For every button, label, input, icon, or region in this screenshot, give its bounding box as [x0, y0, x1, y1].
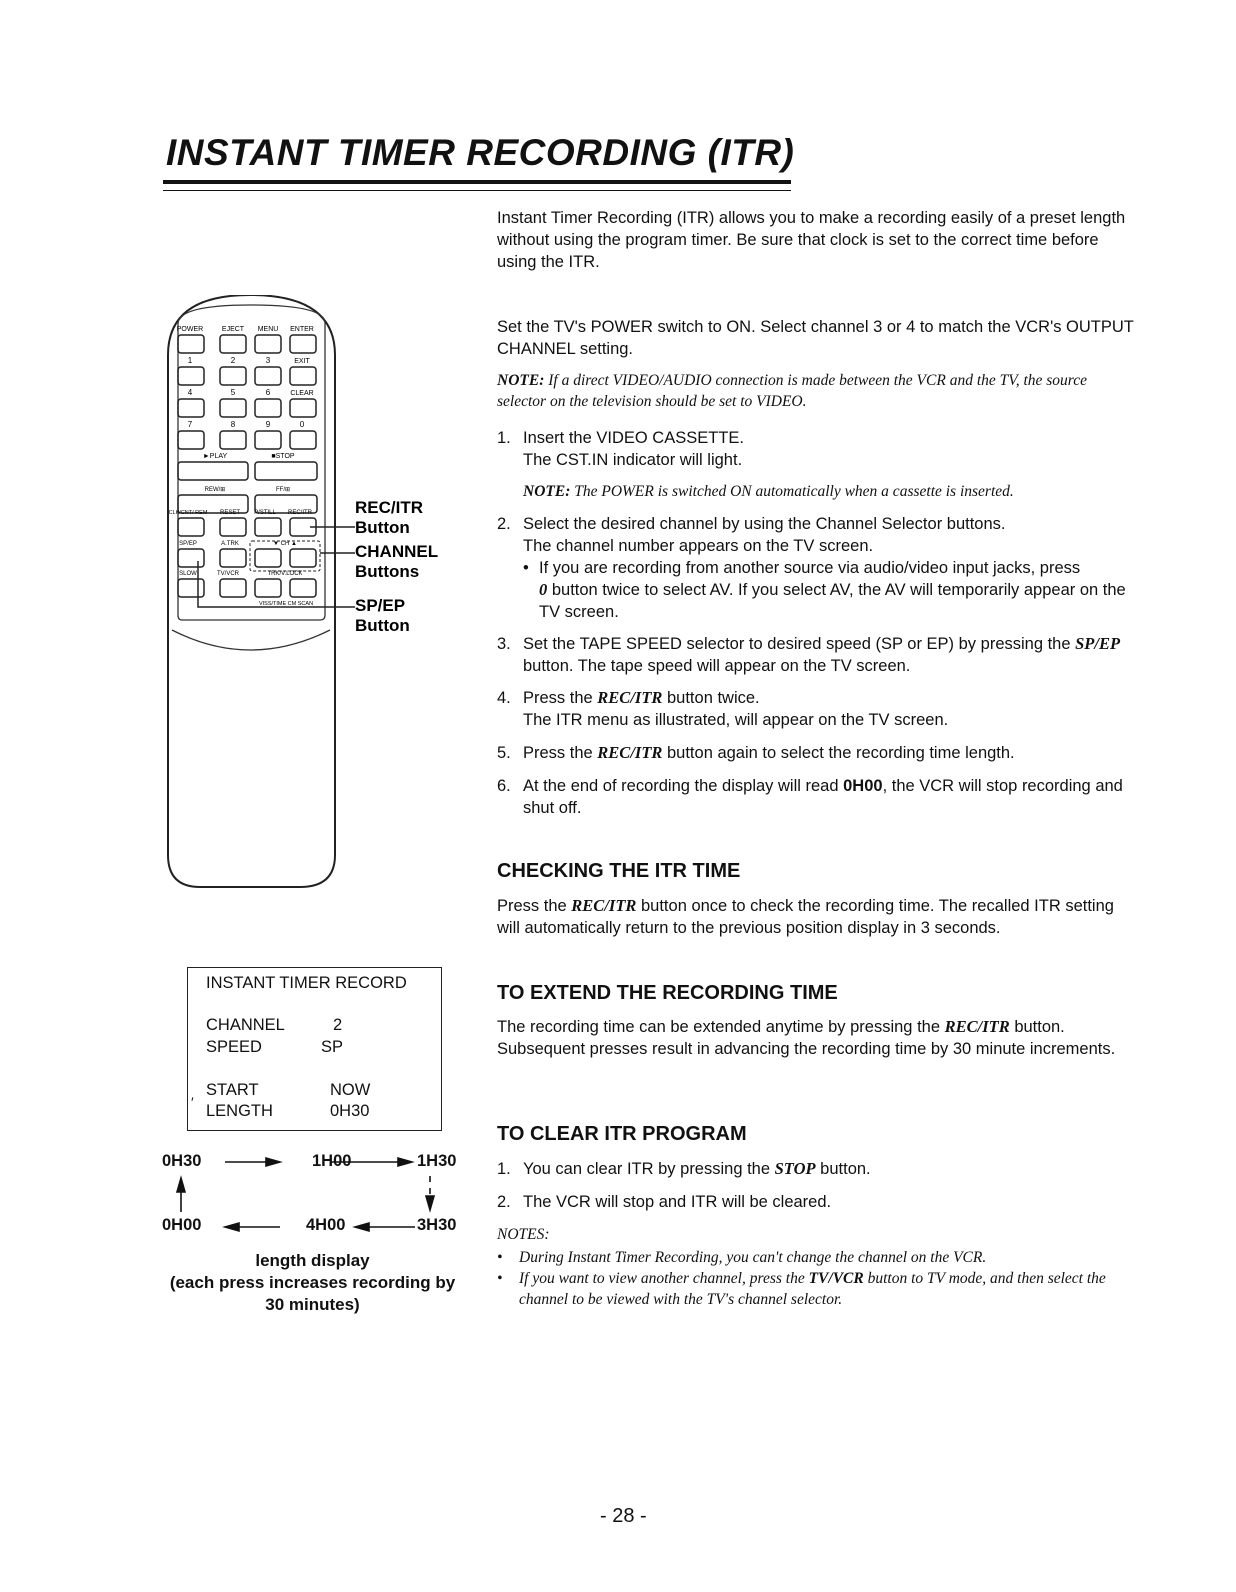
label-rew: REW/⊞ [204, 487, 226, 493]
note-text: If a direct VIDEO/AUDIO connection is made between the VCR and the TV, the source selector on the television should be set to VIDEO. [497, 372, 1088, 410]
label-slow: SLOW [179, 571, 197, 577]
step-2 [497, 513, 1137, 623]
step-subtext: The ITR menu as illustrated, will appear on the TV screen. [523, 711, 949, 729]
step-text: Press the [523, 689, 593, 707]
callout-recitr-sub: Button [355, 518, 410, 537]
label-9: 9 [265, 420, 271, 429]
caption-line: length display [255, 1251, 370, 1270]
note-label: NOTE: [523, 483, 571, 500]
title-rule-thin [163, 190, 791, 191]
label-0: 0 [299, 420, 305, 429]
key-spep: SP/EP [1075, 634, 1121, 653]
label-menu: MENU [257, 326, 279, 333]
itr-start-label: START [206, 1081, 259, 1099]
key-recitr: REC/ITR [944, 1017, 1010, 1036]
label-atrk: A.TRK [221, 541, 239, 547]
label-2: 2 [230, 356, 236, 365]
label-8: 8 [230, 420, 236, 429]
digit-1-button[interactable] [178, 367, 204, 385]
cycle-1h30: 1H30 [417, 1152, 457, 1170]
key-recitr: REC/ITR [597, 743, 663, 762]
itr-channel-value: 2 [333, 1016, 343, 1034]
key-zero: 0 [539, 580, 548, 599]
step-number: 1. [497, 429, 511, 447]
extend-text: The recording time can be extended anytime by pressing the [497, 1018, 941, 1036]
step-number: 4. [497, 689, 511, 707]
step-3 [497, 633, 1137, 677]
label-7: 7 [187, 420, 193, 429]
label-spep: SP/EP [179, 541, 197, 547]
label-5: 5 [230, 388, 236, 397]
extend-paragraph [497, 1016, 1137, 1060]
callout-spep-sub: Button [355, 616, 410, 635]
checking-paragraph [497, 895, 1137, 939]
callout-channel-sub: Buttons [355, 562, 420, 581]
step-text: Select the desired channel by using the Channel Selector buttons. [523, 515, 1006, 533]
digit-8-button[interactable] [220, 431, 246, 449]
tracking-up-button[interactable] [290, 579, 316, 597]
label-viss-cmscan: VISS/TIME CM SCAN [258, 601, 314, 607]
step-text-cont: button. [820, 1160, 871, 1178]
sp-ep-button[interactable] [178, 549, 204, 567]
digit-6-button[interactable] [255, 399, 281, 417]
label-ff: FF/⊞ [275, 487, 291, 493]
stop-button[interactable] [255, 462, 317, 480]
auto-tracking-button[interactable] [220, 549, 246, 567]
step-number: 5. [497, 744, 511, 762]
itr-speed-label: SPEED [206, 1038, 262, 1056]
enter-button[interactable] [290, 335, 316, 353]
tv-vcr-button[interactable] [220, 579, 246, 597]
digit-0-button[interactable] [290, 431, 316, 449]
label-exit: EXIT [294, 358, 310, 365]
notes-list [497, 1247, 1137, 1310]
digit-9-button[interactable] [255, 431, 281, 449]
key-stop: STOP [774, 1159, 816, 1178]
step-number: 6. [497, 777, 511, 795]
label-recitr: REC/ITR [288, 510, 312, 516]
digit-7-button[interactable] [178, 431, 204, 449]
label-ch: ▼ CH ▲ [273, 541, 297, 547]
label-clear: CLEAR [290, 390, 314, 397]
itr-menu-display [187, 967, 442, 1131]
step-text-cont: , the VCR will stop recording and shut off. [523, 777, 1123, 817]
step-4 [497, 687, 1137, 731]
itr-length-value: 0H30 [330, 1102, 370, 1120]
power-button[interactable] [178, 335, 204, 353]
extend-text-cont: button. Subsequent presses result in advancing the recording time by 30 minute increments. [497, 1018, 1116, 1058]
clear-step-1 [497, 1158, 1137, 1180]
pause-still-button[interactable] [255, 518, 281, 536]
label-trk-vlock: TRK/V.LOCK [267, 571, 303, 577]
step-text-cont: button twice. [667, 689, 760, 707]
menu-button[interactable] [255, 335, 281, 353]
step-text: Insert the VIDEO CASSETTE. [523, 429, 744, 447]
step-text: Press the [523, 744, 593, 762]
itr-start-value: NOW [330, 1081, 371, 1099]
heading-checking: CHECKING THE ITR TIME [497, 860, 741, 882]
cycle-arrows [150, 1150, 470, 1240]
notes-label: NOTES: [497, 1226, 550, 1243]
step-text-cont: button again to select the recording time length. [667, 744, 1015, 762]
digit-2-button[interactable] [220, 367, 246, 385]
step-text: At the end of recording the display will read [523, 777, 839, 795]
caption-line: 30 minutes) [265, 1295, 360, 1314]
label-clk-cnt-rem: CLK/CNT/ REM [168, 510, 208, 516]
itr-menu-title: INSTANT TIMER RECORD [206, 974, 407, 992]
clear-step-2 [497, 1191, 1137, 1213]
note-item-text: During Instant Timer Recording, you can't change the channel on the VCR. [519, 1249, 987, 1266]
callout-recitr-label: REC/ITR [355, 498, 423, 517]
key-recitr: REC/ITR [597, 688, 663, 707]
step-text: The VCR will stop and ITR will be cleared. [523, 1193, 832, 1211]
cycle-4h00: 4H00 [306, 1216, 346, 1234]
digit-3-button[interactable] [255, 367, 281, 385]
label-6: 6 [265, 388, 271, 397]
intro-paragraph: Instant Timer Recording (ITR) allows you to make a recording easily of a preset length without using the program timer. Be sure that clock is set to the correct time before using the ITR. [497, 209, 1126, 271]
note-video-source [497, 370, 1137, 412]
play-button[interactable] [178, 462, 248, 480]
cursor-mark: ′ [191, 1094, 194, 1110]
itr-speed-value: SP [321, 1038, 344, 1056]
cycle-3h30: 3H30 [417, 1216, 457, 1234]
cycle-1h00: 1H00 [312, 1152, 352, 1170]
note-item-text-cont: button to TV mode, and then select the channel to be viewed with the TV's channel selector. [519, 1270, 1106, 1308]
label-pstill: P/STILL [254, 510, 276, 516]
caption-line: (each press increases recording by [169, 1273, 456, 1292]
label-1: 1 [187, 356, 193, 365]
step-text: Set the TAPE SPEED selector to desired speed (SP or EP) by pressing the [523, 635, 1071, 653]
label-power: POWER [176, 326, 204, 333]
checking-text: Press the [497, 897, 567, 915]
note-power-auto [523, 481, 1133, 502]
key-0h00: 0H00 [843, 777, 883, 795]
heading-clear: TO CLEAR ITR PROGRAM [497, 1123, 747, 1145]
setup-paragraph: Set the TV's POWER switch to ON. Select channel 3 or 4 to match the VCR's OUTPUT CHANNEL setting. [497, 318, 1134, 358]
note-text: The POWER is switched ON automatically when a cassette is inserted. [574, 483, 1014, 500]
title-rule [163, 180, 791, 184]
exit-button[interactable] [290, 367, 316, 385]
channel-down-button[interactable] [255, 549, 281, 567]
label-eject: EJECT [221, 326, 245, 333]
eject-button[interactable] [220, 335, 246, 353]
clear-button[interactable] [290, 399, 316, 417]
itr-length-label: LENGTH [206, 1102, 273, 1120]
note-label: NOTE: [497, 372, 545, 389]
step-6 [497, 775, 1137, 819]
label-4: 4 [187, 388, 193, 397]
cycle-0h00: 0H00 [162, 1216, 202, 1234]
page-title: INSTANT TIMER RECORDING (ITR) [166, 132, 795, 173]
step-text: You can clear ITR by pressing the [523, 1160, 771, 1178]
label-tvvcr: TV/VCR [216, 571, 240, 577]
callout-channel-label: CHANNEL [355, 542, 439, 561]
step-number: 2. [497, 1193, 511, 1211]
heading-extend: TO EXTEND THE RECORDING TIME [497, 982, 838, 1004]
length-display-caption [150, 1250, 475, 1316]
step-bullet [523, 557, 1137, 623]
page-number: - 28 - [600, 1505, 647, 1527]
itr-channel-label: CHANNEL [206, 1016, 285, 1034]
slow-button[interactable] [178, 579, 204, 597]
note-item-text: If you want to view another channel, press the [519, 1270, 805, 1287]
bullet-text: If you are recording from another source via audio/video input jacks, press [539, 559, 1081, 577]
digit-4-button[interactable] [178, 399, 204, 417]
checking-text-cont: button once to check the recording time. The recalled ITR setting will automatically return to the previous position display in 3 seconds. [497, 897, 1114, 937]
callout-spep-label: SP/EP [355, 596, 406, 615]
step-subtext: The CST.IN indicator will light. [523, 451, 743, 469]
tracking-down-button[interactable] [255, 579, 281, 597]
channel-up-button[interactable] [290, 549, 316, 567]
step-text-cont: button. The tape speed will appear on the TV screen. [523, 657, 911, 675]
note-item [497, 1247, 1137, 1268]
bullet-text-cont: button twice to select AV. If you select AV, the AV will temporarily appear on the TV screen. [539, 581, 1126, 621]
step-5 [497, 742, 1137, 764]
step-subtext: The channel number appears on the TV screen. [523, 537, 874, 555]
step-number: 2. [497, 515, 511, 533]
cycle-0h30: 0H30 [162, 1152, 202, 1170]
digit-5-button[interactable] [220, 399, 246, 417]
step-number: 1. [497, 1160, 511, 1178]
label-stop: ■STOP [271, 453, 295, 460]
reset-button[interactable] [220, 518, 246, 536]
label-play: ►PLAY [202, 453, 228, 460]
label-3: 3 [265, 356, 271, 365]
note-item [497, 1268, 1137, 1310]
step-number: 3. [497, 635, 511, 653]
label-enter: ENTER [290, 326, 314, 333]
step-1 [497, 427, 1137, 471]
key-tvvcr: TV/VCR [808, 1270, 864, 1287]
clk-cnt-rem-button[interactable] [178, 518, 204, 536]
key-recitr: REC/ITR [571, 896, 637, 915]
label-reset: RESET [219, 510, 241, 516]
remote-control-illustration [160, 295, 460, 895]
